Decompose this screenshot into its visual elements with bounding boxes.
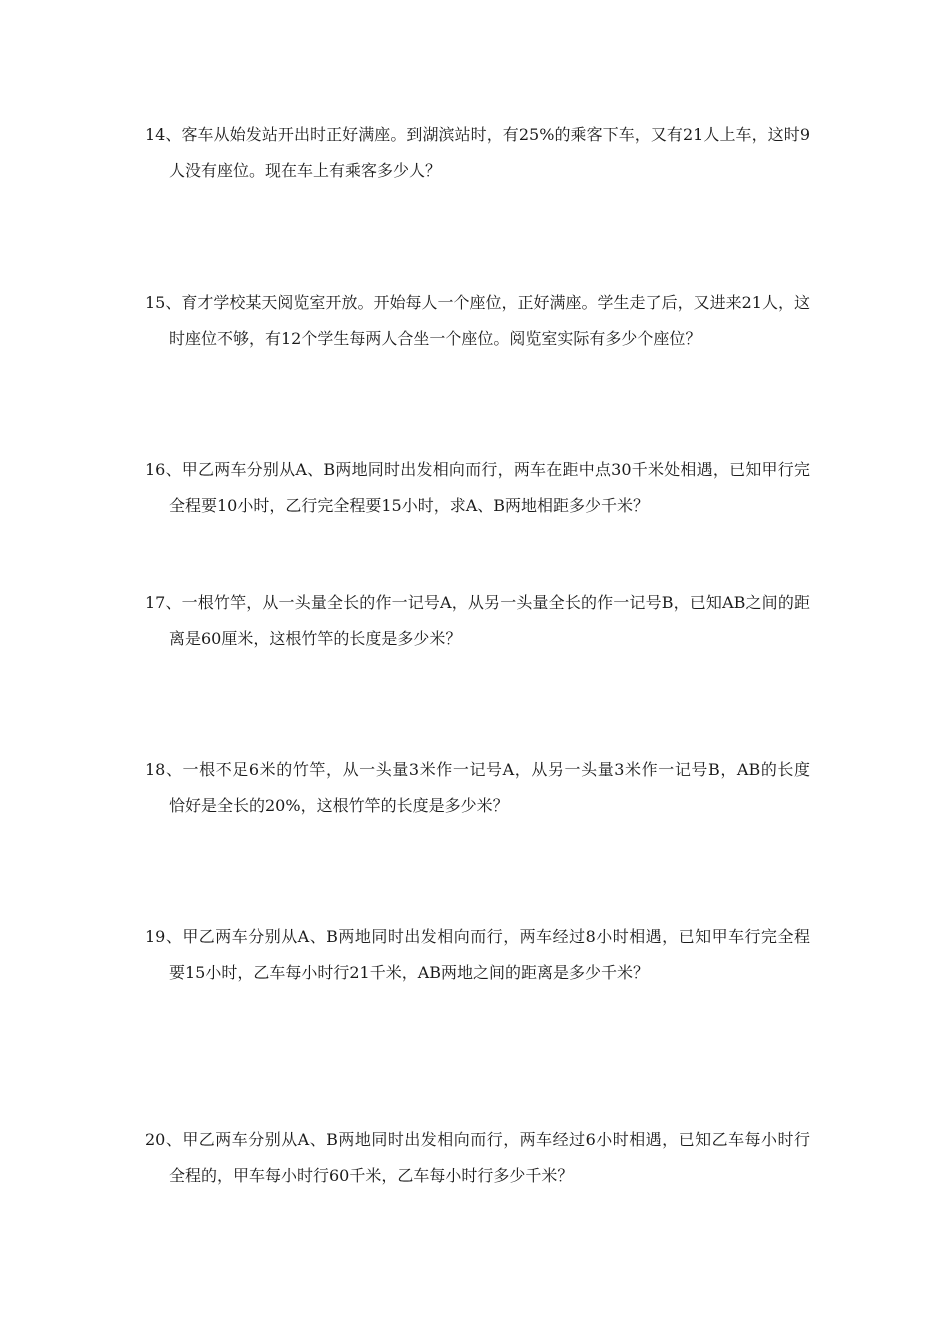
problem-text: 、甲乙两车分别从A、B两地同时出发相向而行，两车在距中点30千米处相遇，已知甲行完	[165, 460, 810, 479]
problem-number: 19	[145, 927, 166, 946]
problem-line-2: 恰好是全长的20%，这根竹竿的长度是多少米？	[169, 796, 509, 815]
problem-line-2: 要15小时，乙车每小时行21千米，AB两地之间的距离是多少千米？	[169, 963, 650, 982]
problem-20	[145, 1122, 810, 1194]
problem-19	[145, 919, 810, 991]
problem-line-1	[145, 117, 810, 153]
problem-line-2: 人没有座位。现在车上有乘客多少人？	[169, 161, 442, 180]
problem-text: 、一根竹竿，从一头量全长的作一记号A，从另一头量全长的作一记号B，已知AB之间的距	[165, 593, 810, 612]
problem-16	[145, 452, 810, 524]
problem-line-1	[145, 1122, 810, 1158]
problem-text: 、育才学校某天阅览室开放。开始每人一个座位，正好满座。学生走了后，又进来21人，这	[165, 293, 810, 312]
problem-text: 、甲乙两车分别从A、B两地同时出发相向而行，两车经过6小时相遇，已知乙车每小时行	[165, 1130, 810, 1149]
problem-number: 15	[145, 293, 166, 312]
problem-line-1	[145, 585, 810, 621]
problem-number: 20	[145, 1130, 166, 1149]
problem-17	[145, 585, 810, 657]
problem-line-1	[145, 919, 810, 955]
problem-number: 14	[145, 125, 166, 144]
problem-line-2: 离是60厘米，这根竹竿的长度是多少米？	[169, 629, 462, 648]
problem-line-2: 全程的，甲车每小时行60千米，乙车每小时行多少千米？	[169, 1166, 574, 1185]
problem-line-1	[145, 452, 810, 488]
problem-line-2: 时座位不够，有12个学生每两人合坐一个座位。阅览室实际有多少个座位？	[169, 329, 702, 348]
problem-line-1	[145, 752, 810, 788]
problem-15	[145, 285, 810, 357]
problem-line-1	[145, 285, 810, 321]
problem-text: 、一根不足6米的竹竿，从一头量3米作一记号A，从另一头量3米作一记号B，AB的长度	[165, 760, 810, 779]
problem-14	[145, 117, 810, 189]
problem-number: 18	[145, 760, 166, 779]
problem-line-2: 全程要10小时，乙行完全程要15小时，求A、B两地相距多少千米？	[169, 496, 650, 515]
problem-text: 、客车从始发站开出时正好满座。到湖滨站时，有25%的乘客下车，又有21人上车，这时9	[165, 125, 810, 144]
problem-text: 、甲乙两车分别从A、B两地同时出发相向而行，两车经过8小时相遇，已知甲车行完全程	[165, 927, 810, 946]
problem-number: 16	[145, 460, 166, 479]
problem-number: 17	[145, 593, 166, 612]
problem-18	[145, 752, 810, 824]
